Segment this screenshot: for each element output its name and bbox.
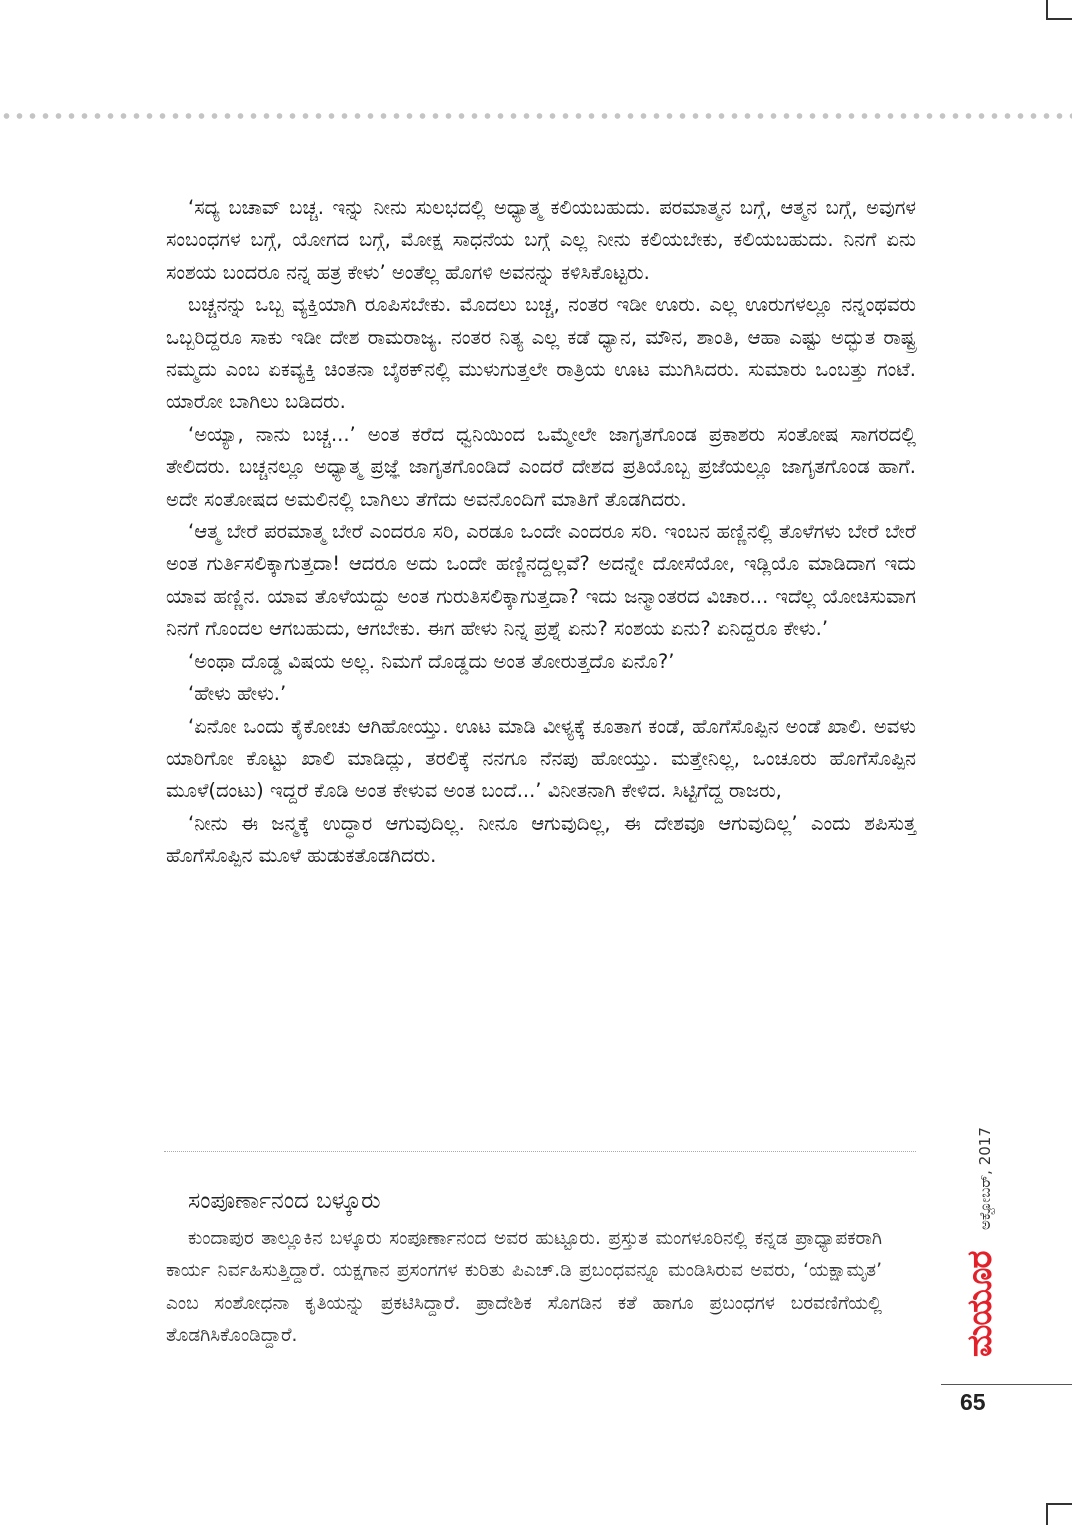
story-paragraph: ‘ಅಯ್ಯಾ, ನಾನು ಬಚ್ಚ...’ ಅಂತ ಕರೆದ ಧ್ವನಿಯಿಂದ ಒಮ್ಮೇಲೇ ಜಾಗೃತಗೊಂಡ ಪ್ರಕಾಶರು ಸಂತೋಷ ಸಾಗರದಲ್ಲಿ ತೇಲಿದರು. ಬಚ್ಚನಲ್ಲೂ ಅಧ್ಯಾತ್ಮ ಪ್ರಜ್ಞೆ ಜಾಗೃತಗೊಂಡಿದೆ ಎಂದರೆ ದೇಶದ ಪ್ರತಿಯೊಬ್ಬ ಪ್ರಜೆಯಲ್ಲೂ ಜಾಗೃತಗೊಂಡ ಹಾಗೆ. ಅದೇ ಸಂತೋಷದ ಅಮಲಿನಲ್ಲಿ ಬಾಗಿಲು ತೆಗೆದು ಅವನೊಂದಿಗೆ ಮಾತಿಗೆ ತೊಡಗಿದರು.: [166, 422, 916, 511]
author-bio-text: ಕುಂದಾಪುರ ತಾಲ್ಲೂಕಿನ ಬಳ್ಕೂರು ಸಂಪೂರ್ಣಾನಂದ ಅವರ ಹುಟ್ಟೂರು. ಪ್ರಸ್ತುತ ಮಂಗಳೂರಿನಲ್ಲಿ ಕನ್ನಡ ಪ್ರಾಧ್ಯಾಪಕರಾಗಿ ಕಾರ್ಯ ನಿರ್ವಹಿಸುತ್ತಿದ್ದಾರೆ. ಯಕ್ಷಗಾನ ಪ್ರಸಂಗಗಳ ಕುರಿತು ಪಿಎಚ್.ಡಿ ಪ್ರಬಂಧವನ್ನೂ ಮಂಡಿಸಿರುವ ಅವರು, ‘ಯಕ್ಷಾಮೃತ’ ಎಂಬ ಸಂಶೋಧನಾ ಕೃತಿಯನ್ನು ಪ್ರಕಟಿಸಿದ್ದಾರೆ. ಪ್ರಾದೇಶಿಕ ಸೊಗಡಿನ ಕತೆ ಹಾಗೂ ಪ್ರಬಂಧಗಳ ಬರವಣಿಗೆಯಲ್ಲಿ ತೊಡಗಿಸಿಕೊಂಡಿದ್ದಾರೆ.: [166, 1228, 882, 1347]
story-paragraph: ‘ಅಂಥಾ ದೊಡ್ಡ ವಿಷಯ ಅಲ್ಲ. ನಿಮಗೆ ದೊಡ್ಡದು ಅಂತ ತೋರುತ್ತದೊ ಏನೊ?’: [188, 649, 675, 673]
magazine-logo: ಮಯೂರ: [960, 1251, 1000, 1357]
story-text: [166, 192, 916, 873]
story-paragraph: ‘ನೀನು ಈ ಜನ್ಮಕ್ಕೆ ಉದ್ಧಾರ ಆಗುವುದಿಲ್ಲ. ನೀನೂ ಆಗುವುದಿಲ್ಲ, ಈ ದೇಶವೂ ಆಗುವುದಿಲ್ಲ’ ಎಂದು ಶಪಿಸುತ್ತ ಹೊಗೆಸೊಪ್ಪಿನ ಮೂಳೆ ಹುಡುಕತೊಡಗಿದರು.: [166, 811, 916, 868]
issue-date: ಅಕ್ಟೋಬರ್, 2017: [976, 1127, 994, 1230]
author-name: ಸಂಪೂರ್ಣಾನಂದ ಬಳ್ಕೂರು: [188, 1188, 381, 1214]
section-separator: [164, 1151, 916, 1152]
story-paragraph: ‘ಹೇಳು ಹೇಳು.’: [188, 682, 287, 706]
story-paragraph: ‘ಸದ್ಯ ಬಚಾವ್ ಬಚ್ಚ. ಇನ್ನು ನೀನು ಸುಲಭದಲ್ಲಿ ಅಧ್ಯಾತ್ಮ ಕಲಿಯಬಹುದು. ಪರಮಾತ್ಮನ ಬಗ್ಗೆ, ಆತ್ಮನ ಬಗ್ಗೆ, ಅವುಗಳ ಸಂಬಂಧಗಳ ಬಗ್ಗೆ, ಯೋಗದ ಬಗ್ಗೆ, ಮೋಕ್ಷ ಸಾಧನೆಯ ಬಗ್ಗೆ ಎಲ್ಲ ನೀನು ಕಲಿಯಬೇಕು, ಕಲಿಯಬಹುದು. ನಿನಗೆ ಏನು ಸಂಶಯ ಬಂದರೂ ನನ್ನ ಹತ್ರ ಕೇಳು’ ಅಂತೆಲ್ಲ ಹೊಗಳಿ ಅವನನ್ನು ಕಳಿಸಿಕೊಟ್ಟರು.: [166, 196, 916, 284]
page-number-rule: [941, 1384, 1072, 1385]
crop-mark-top: [1046, 0, 1072, 20]
story-paragraph: ‘ಏನೋ ಒಂದು ಕೈಕೋಚು ಆಗಿಹೋಯ್ತು. ಊಟ ಮಾಡಿ ವೀಳ್ಯಕ್ಕೆ ಕೂತಾಗ ಕಂಡೆ, ಹೊಗೆಸೊಪ್ಪಿನ ಅಂಡೆ ಖಾಲಿ. ಅವಳು ಯಾರಿಗೋ ಕೊಟ್ಟು ಖಾಲಿ ಮಾಡಿದ್ಲು, ತರಲಿಕ್ಕೆ ನನಗೂ ನೆನಪು ಹೋಯ್ತು. ಮತ್ತೇನಿಲ್ಲ, ಒಂಚೂರು ಹೊಗೆಸೊಪ್ಪಿನ ಮೂಳೆ(ದಂಟು) ಇದ್ದರೆ ಕೊಡಿ ಅಂತ ಕೇಳುವ ಅಂತ ಬಂದೆ...’ ವಿನೀತನಾಗಿ ಕೇಳಿದ. ಸಿಟ್ಟಿಗೆದ್ದ ರಾಜರು,: [166, 714, 916, 803]
page-number: 65: [960, 1389, 986, 1415]
author-bio: [166, 1183, 882, 1353]
story-paragraph: ಬಚ್ಚನನ್ನು ಒಬ್ಬ ವ್ಯಕ್ತಿಯಾಗಿ ರೂಪಿಸಬೇಕು. ಮೊದಲು ಬಚ್ಚ, ನಂತರ ಇಡೀ ಊರು. ಎಲ್ಲ ಊರುಗಳಲ್ಲೂ ನನ್ನಂಥವರು ಒಬ್ಬರಿದ್ದರೂ ಸಾಕು ಇಡೀ ದೇಶ ರಾಮರಾಜ್ಯ. ನಂತರ ನಿತ್ಯ ಎಲ್ಲ ಕಡೆ ಧ್ಯಾನ, ಮೌನ, ಶಾಂತಿ, ಆಹಾ ಎಷ್ಟು ಅದ್ಭುತ ರಾಷ್ಟ್ರ ನಮ್ಮದು ಎಂಬ ಏಕವ್ಯಕ್ತಿ ಚಿಂತನಾ ಬೈಠಕ್‌ನಲ್ಲಿ ಮುಳುಗುತ್ತಲೇ ರಾತ್ರಿಯ ಊಟ ಮುಗಿಸಿದರು. ಸುಮಾರು ಒಂಬತ್ತು ಗಂಟೆ. ಯಾರೋ ಬಾಗಿಲು ಬಡಿದರು.: [166, 293, 916, 414]
dotted-header-rule: [0, 112, 1072, 120]
crop-mark-bottom: [1046, 1503, 1072, 1525]
story-paragraph: ‘ಆತ್ಮ ಬೇರೆ ಪರಮಾತ್ಮ ಬೇರೆ ಎಂದರೂ ಸರಿ, ಎರಡೂ ಒಂದೇ ಎಂದರೂ ಸರಿ. ಇಂಬನ ಹಣ್ಣಿನಲ್ಲಿ ತೊಳೆಗಳು ಬೇರೆ ಬೇರೆ ಅಂತ ಗುರ್ತಿಸಲಿಕ್ಕಾಗುತ್ತದಾ! ಆದರೂ ಅದು ಒಂದೇ ಹಣ್ಣಿನದ್ದಲ್ಲವೆ? ಅದನ್ನೇ ದೋಸೆಯೋ, ಇಡ್ಲಿಯೊ ಮಾಡಿದಾಗ ಇದು ಯಾವ ಹಣ್ಣಿನ. ಯಾವ ತೊಳೆಯದ್ದು ಅಂತ ಗುರುತಿಸಲಿಕ್ಕಾಗುತ್ತದಾ? ಇದು ಜನ್ಮಾಂತರದ ವಿಚಾರ... ಇದೆಲ್ಲ ಯೋಚಿಸುವಾಗ ನಿನಗೆ ಗೊಂದಲ ಆಗಬಹುದು, ಆಗಬೇಕು. ಈಗ ಹೇಳು ನಿನ್ನ ಪ್ರಶ್ನೆ ಏನು? ಸಂಶಯ ಏನು? ಏನಿದ್ದರೂ ಕೇಳು.’: [166, 520, 916, 641]
